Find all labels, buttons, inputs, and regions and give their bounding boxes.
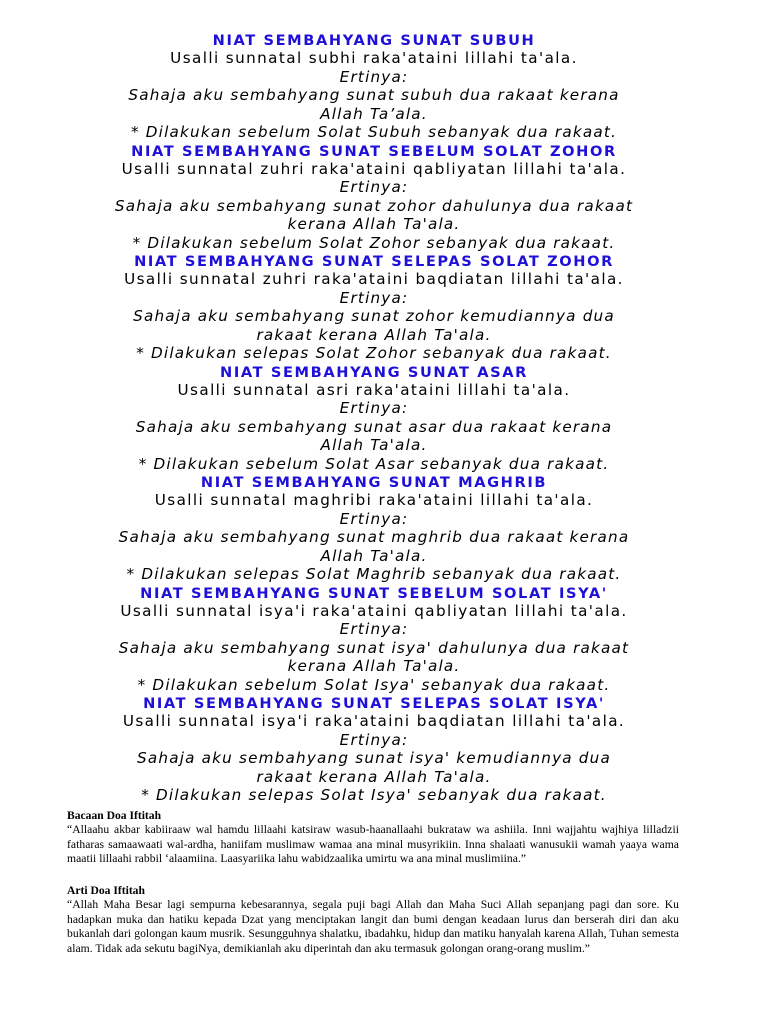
meaning-line: kerana Allah Ta'ala. bbox=[287, 657, 461, 675]
note-text: * Dilakukan sebelum Solat Zohor sebanyak dua rakaat. bbox=[132, 233, 616, 252]
doa-iftitah-heading: Bacaan Doa Iftitah bbox=[67, 809, 162, 822]
section-title: NIAT SEMBAHYANG SUNAT SELEPAS SOLAT ZOHOR bbox=[134, 253, 614, 270]
note-text: * Dilakukan selepas Solat Maghrib sebanyak dua rakaat. bbox=[126, 565, 622, 583]
niat-list bbox=[60, 31, 688, 805]
niat-text: Usalli sunnatal subhi raka'ataini lillahi ta'ala. bbox=[170, 49, 578, 67]
niat-section-maghrib bbox=[60, 473, 688, 584]
doa-iftitah-block bbox=[67, 809, 679, 867]
niat-text: Usalli sunnatal zuhri raka'ataini qabliyatan lillahi ta'ala. bbox=[121, 159, 627, 178]
section-title: NIAT SEMBAHYANG SUNAT SUBUH bbox=[212, 32, 536, 49]
meaning-line: rakaat kerana Allah Ta'ala. bbox=[256, 325, 492, 344]
section-title: NIAT SEMBAHYANG SUNAT ASAR bbox=[220, 363, 528, 381]
ertinya-label: Ertinya: bbox=[339, 730, 409, 749]
doa-iftitah-text: “Allaahu akbar kabiiraaw wal hamdu lillaahi katsiraw wasub-haanallaahi bukrataw wa ashiila. Inni wajjahtu wajhiya lilladzii fatharas samaawaati wal-ardha, haniifam muslimaw wamaa ana minal musyrikiin. Inna shalaati wanusukii wamah yaaya wama maatii lillaahi rabbil ‘alaamiina. Laasyariika lahu wabidzaalika umirtu wa ana minal muslimiina.” bbox=[67, 823, 679, 866]
section-title: NIAT SEMBAHYANG SUNAT SEBELUM SOLAT ISYA' bbox=[140, 584, 608, 602]
note-text: * Dilakukan sebelum Solat Asar sebanyak dua rakaat. bbox=[138, 454, 610, 473]
niat-text: Usalli sunnatal asri raka'ataini lillahi ta'ala. bbox=[177, 380, 571, 399]
meaning-line: Sahaja aku sembahyang sunat zohor kemudiannya dua bbox=[133, 307, 615, 325]
meaning-line: rakaat kerana Allah Ta'ala. bbox=[256, 767, 492, 786]
meaning-line: Sahaja aku sembahyang sunat isya' dahulunya dua rakaat bbox=[118, 638, 630, 657]
section-title: NIAT SEMBAHYANG SUNAT SEBELUM SOLAT ZOHOR bbox=[131, 142, 617, 160]
meaning-line: Sahaja aku sembahyang sunat isya' kemudiannya dua bbox=[137, 749, 611, 767]
meaning-line: kerana Allah Ta'ala. bbox=[287, 215, 461, 233]
niat-section-selepas-zohor bbox=[60, 252, 688, 363]
note-text: * Dilakukan selepas Solat Zohor sebanyak dua rakaat. bbox=[136, 344, 612, 362]
niat-section-asar bbox=[60, 363, 688, 474]
ertinya-label: Ertinya: bbox=[339, 509, 409, 528]
ertinya-label: Ertinya: bbox=[339, 178, 409, 196]
note-text: * Dilakukan sebelum Solat Isya' sebanyak dua rakaat. bbox=[137, 675, 611, 694]
ertinya-label: Ertinya: bbox=[339, 288, 409, 307]
meaning-line: Allah Ta’ala. bbox=[320, 104, 428, 123]
meaning-line: Sahaja aku sembahyang sunat subuh dua rakaat kerana bbox=[128, 86, 620, 104]
meaning-line: Sahaja aku sembahyang sunat asar dua rakaat kerana bbox=[135, 417, 613, 436]
arti-doa-heading: Arti Doa Iftitah bbox=[67, 884, 145, 897]
niat-text: Usalli sunnatal maghribi raka'ataini lillahi ta'ala. bbox=[154, 491, 594, 509]
niat-section-subuh bbox=[60, 31, 688, 142]
meaning-line: Allah Ta'ala. bbox=[320, 436, 428, 454]
section-title: NIAT SEMBAHYANG SUNAT MAGHRIB bbox=[200, 474, 548, 491]
note-text: * Dilakukan sebelum Solat Subuh sebanyak dua rakaat. bbox=[130, 123, 618, 141]
niat-section-sebelum-zohor bbox=[60, 142, 688, 253]
arti-doa-text: “Allah Maha Besar lagi sempurna kebesarannya, segala puji bagi Allah dan Maha Suci Allah sepanjang pagi dan sore. Ku hadapkan muka dan hatiku kepada Dzat yang menciptakan langit dan bumi dengan keadaan lurus dan berserah diri dan aku bukanlah dari golongan kaum musrik. Sesungguhnya shalatku, ibadahku, hidup dan matiku hanyalah karena Allah, Tuhan semesta alam. Tidak ada sekutu bagiNya, demikianlah aku diperintah dan aku termasuk golongan orang-orang muslim.” bbox=[67, 898, 679, 955]
ertinya-label: Ertinya: bbox=[339, 399, 409, 417]
arti-doa-block bbox=[67, 884, 679, 956]
niat-section-selepas-isya bbox=[60, 694, 688, 805]
meaning-line: Sahaja aku sembahyang sunat zohor dahulunya dua rakaat bbox=[114, 196, 634, 215]
meaning-line: Allah Ta'ala. bbox=[320, 546, 428, 565]
niat-text: Usalli sunnatal isya'i raka'ataini baqdiatan lillahi ta'ala. bbox=[122, 712, 626, 730]
niat-text: Usalli sunnatal isya'i raka'ataini qabliyatan lillahi ta'ala. bbox=[120, 601, 628, 620]
section-title: NIAT SEMBAHYANG SUNAT SELEPAS SOLAT ISYA' bbox=[143, 695, 605, 712]
meaning-line: Sahaja aku sembahyang sunat maghrib dua rakaat kerana bbox=[118, 528, 630, 546]
ertinya-label: Ertinya: bbox=[339, 620, 409, 638]
note-text: * Dilakukan selepas Solat Isya' sebanyak dua rakaat. bbox=[141, 786, 607, 804]
ertinya-label: Ertinya: bbox=[339, 67, 409, 86]
niat-section-sebelum-isya bbox=[60, 584, 688, 695]
niat-text: Usalli sunnatal zuhri raka'ataini baqdiatan lillahi ta'ala. bbox=[124, 270, 624, 288]
